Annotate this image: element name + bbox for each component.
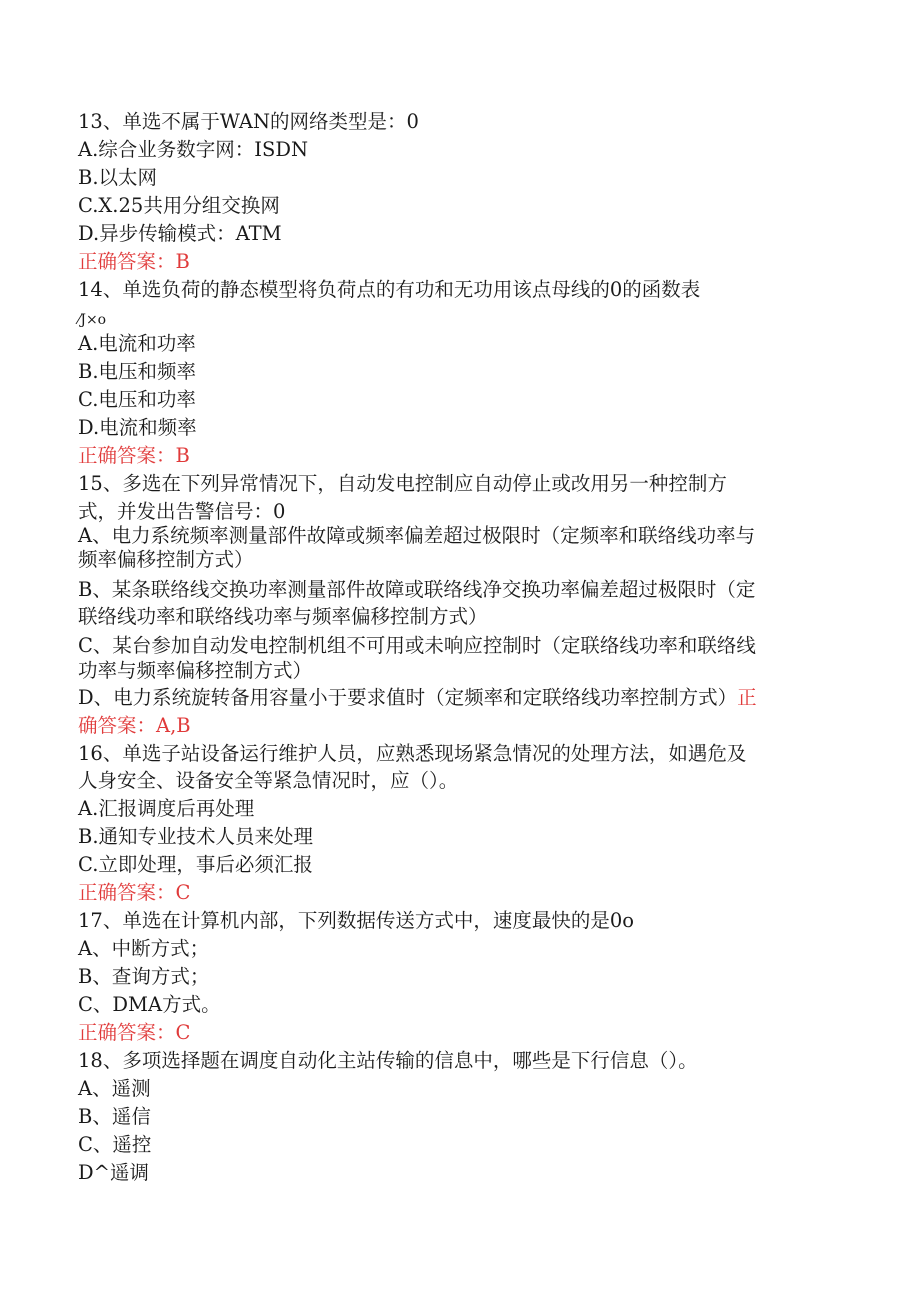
question-18-option-c: C、遥控 — [78, 1133, 152, 1156]
question-15-answer: 确答案：A,B — [78, 714, 191, 737]
question-13-option-d: D.异步传输模式：ATM — [78, 222, 282, 245]
question-16-option-c: C.立即处理，事后必须汇报 — [78, 853, 313, 876]
question-17-answer: 正确答案：C — [78, 1021, 191, 1044]
question-17-option-c: C、DMA方式。 — [78, 993, 221, 1016]
question-16-option-b: B.通知专业技术人员来处理 — [78, 825, 314, 848]
question-15-option-a: A、电力系统频率测量部件故障或频率偏差超过极限时（定频率和联络线功率与 — [78, 524, 756, 547]
question-15-option-d — [78, 684, 757, 712]
question-13-option-c: C.X.25共用分组交换网 — [78, 194, 280, 217]
question-17-option-a: A、中断方式； — [78, 937, 210, 960]
question-13-option-b: B.以太网 — [78, 166, 158, 189]
question-13-stem: 13、单选不属于WAN的网络类型是：0 — [78, 110, 419, 133]
question-14-stem-cont: ⁄J×o — [78, 312, 107, 328]
question-15-stem: 15、多选在下列异常情况下，自动发电控制应自动停止或改用另一种控制方 — [78, 472, 727, 495]
question-15-stem-cont: 式，并发出告警信号：0 — [78, 500, 286, 523]
question-15-option-d-text: D、电力系统旋转备用容量小于要求值时（定频率和定联络线功率控制方式） — [78, 686, 738, 709]
question-15-option-c-cont: 功率与频率偏移控制方式） — [78, 659, 313, 682]
question-18-option-a: A、遥测 — [78, 1077, 151, 1100]
question-16-stem: 16、单选子站设备运行维护人员，应熟悉现场紧急情况的处理方法，如遇危及 — [78, 742, 747, 765]
question-14-answer: 正确答案：B — [78, 444, 190, 467]
question-15-option-a-cont: 频率偏移控制方式） — [78, 548, 254, 571]
question-15-option-c: C、某台参加自动发电控制机组不可用或未响应控制时（定联络线功率和联络线 — [78, 634, 756, 657]
question-14-option-a: A.电流和功率 — [78, 332, 196, 355]
question-18-stem: 18、多项选择题在调度自动化主站传输的信息中，哪些是下行信息（）。 — [78, 1049, 698, 1072]
question-17-option-b: B、查询方式； — [78, 965, 210, 988]
question-16-answer: 正确答案：C — [78, 881, 191, 904]
question-14-option-d: D.电流和频率 — [78, 416, 197, 439]
question-17-stem: 17、单选在计算机内部，下列数据传送方式中，速度最快的是0o — [78, 909, 634, 932]
question-14-stem: 14、单选负荷的静态模型将负荷点的有功和无功用该点母线的0的函数表 — [78, 278, 701, 301]
question-15-answer-start: 正 — [737, 686, 757, 709]
question-13-answer: 正确答案：B — [78, 250, 190, 273]
question-16-option-a: A.汇报调度后再处理 — [78, 797, 255, 820]
question-15-option-b: B、某条联络线交换功率测量部件故障或联络线净交换功率偏差超过极限时（定 — [78, 578, 756, 601]
question-13-option-a: A.综合业务数字网：ISDN — [78, 138, 309, 161]
question-14-option-b: B.电压和频率 — [78, 360, 197, 383]
question-18-option-b: B、遥信 — [78, 1105, 151, 1128]
question-14-option-c: C.电压和功率 — [78, 388, 196, 411]
question-15-option-b-cont: 联络线功率和联络线功率与频率偏移控制方式） — [78, 605, 488, 628]
question-16-stem-cont: 人身安全、设备安全等紧急情况时，应（）。 — [78, 769, 459, 792]
question-18-option-d: D^遥调 — [78, 1161, 149, 1184]
